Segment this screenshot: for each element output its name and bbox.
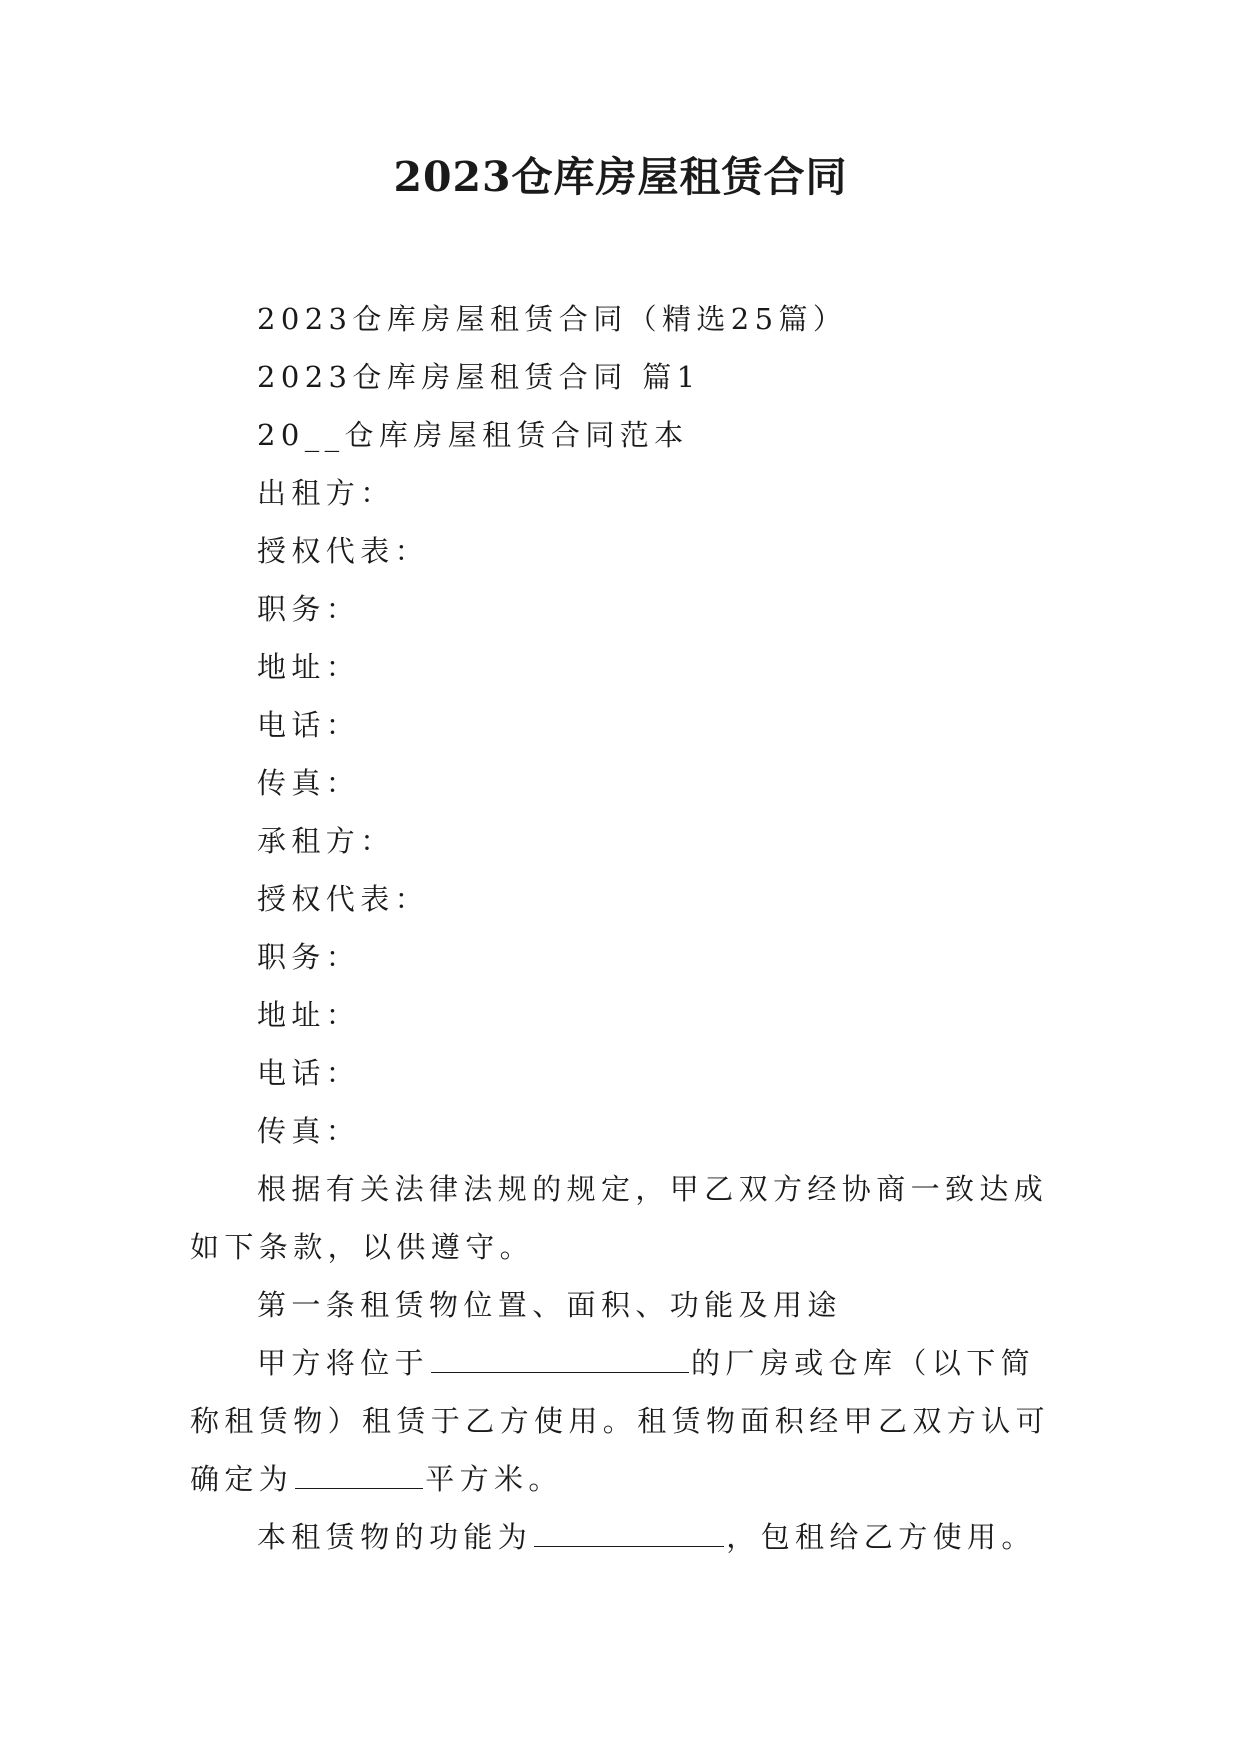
article-1-heading: 第一条租赁物位置、面积、功能及用途 (257, 1288, 842, 1322)
preamble-paragraph: 根据有关法律法规的规定，甲乙双方经协商一致达成如下条款，以供遵守。 (190, 1172, 1049, 1264)
lessee-representative-label: 授权代表： (257, 882, 430, 916)
document-title: 2023仓库房屋租赁合同 (393, 153, 848, 201)
lessee-address-label: 地址： (257, 998, 361, 1032)
lessor-address-label: 地址： (257, 650, 361, 684)
clause-1-text-c: 平方米。 (425, 1462, 563, 1496)
function-paragraph (190, 1508, 1050, 1566)
clause-1-text-a: 甲方将位于 (257, 1346, 430, 1380)
clause-1-text-b: 的厂房或仓库（以下简称租赁物）租赁于乙方使用。租赁物面积经甲乙双方认可确定为 (190, 1346, 1051, 1496)
lessee-fax-label: 传真： (257, 1114, 361, 1148)
lessee-label: 承租方： (257, 824, 395, 858)
clause-2-text-b: ，包租给乙方使用。 (726, 1520, 1036, 1554)
lessor-representative-label: 授权代表： (257, 534, 430, 568)
lessee-position-label: 职务： (257, 940, 361, 974)
template-heading: 20__仓库房屋租赁合同范本 (257, 418, 689, 452)
function-blank (534, 1524, 724, 1547)
area-blank (295, 1466, 423, 1489)
lessor-label: 出租方： (257, 476, 395, 510)
clause-2-text-a: 本租赁物的功能为 (257, 1520, 533, 1554)
article-1-paragraph (190, 1334, 1050, 1508)
lessor-position-label: 职务： (257, 592, 361, 626)
lessor-phone-label: 电话： (257, 708, 361, 742)
lessee-phone-label: 电话： (257, 1056, 361, 1090)
document-body (190, 290, 1050, 1566)
location-blank (431, 1350, 689, 1373)
section-heading: 2023仓库房屋租赁合同 篇1 (257, 360, 701, 394)
subtitle-line: 2023仓库房屋租赁合同（精选25篇） (257, 302, 848, 336)
lessor-fax-label: 传真： (257, 766, 361, 800)
